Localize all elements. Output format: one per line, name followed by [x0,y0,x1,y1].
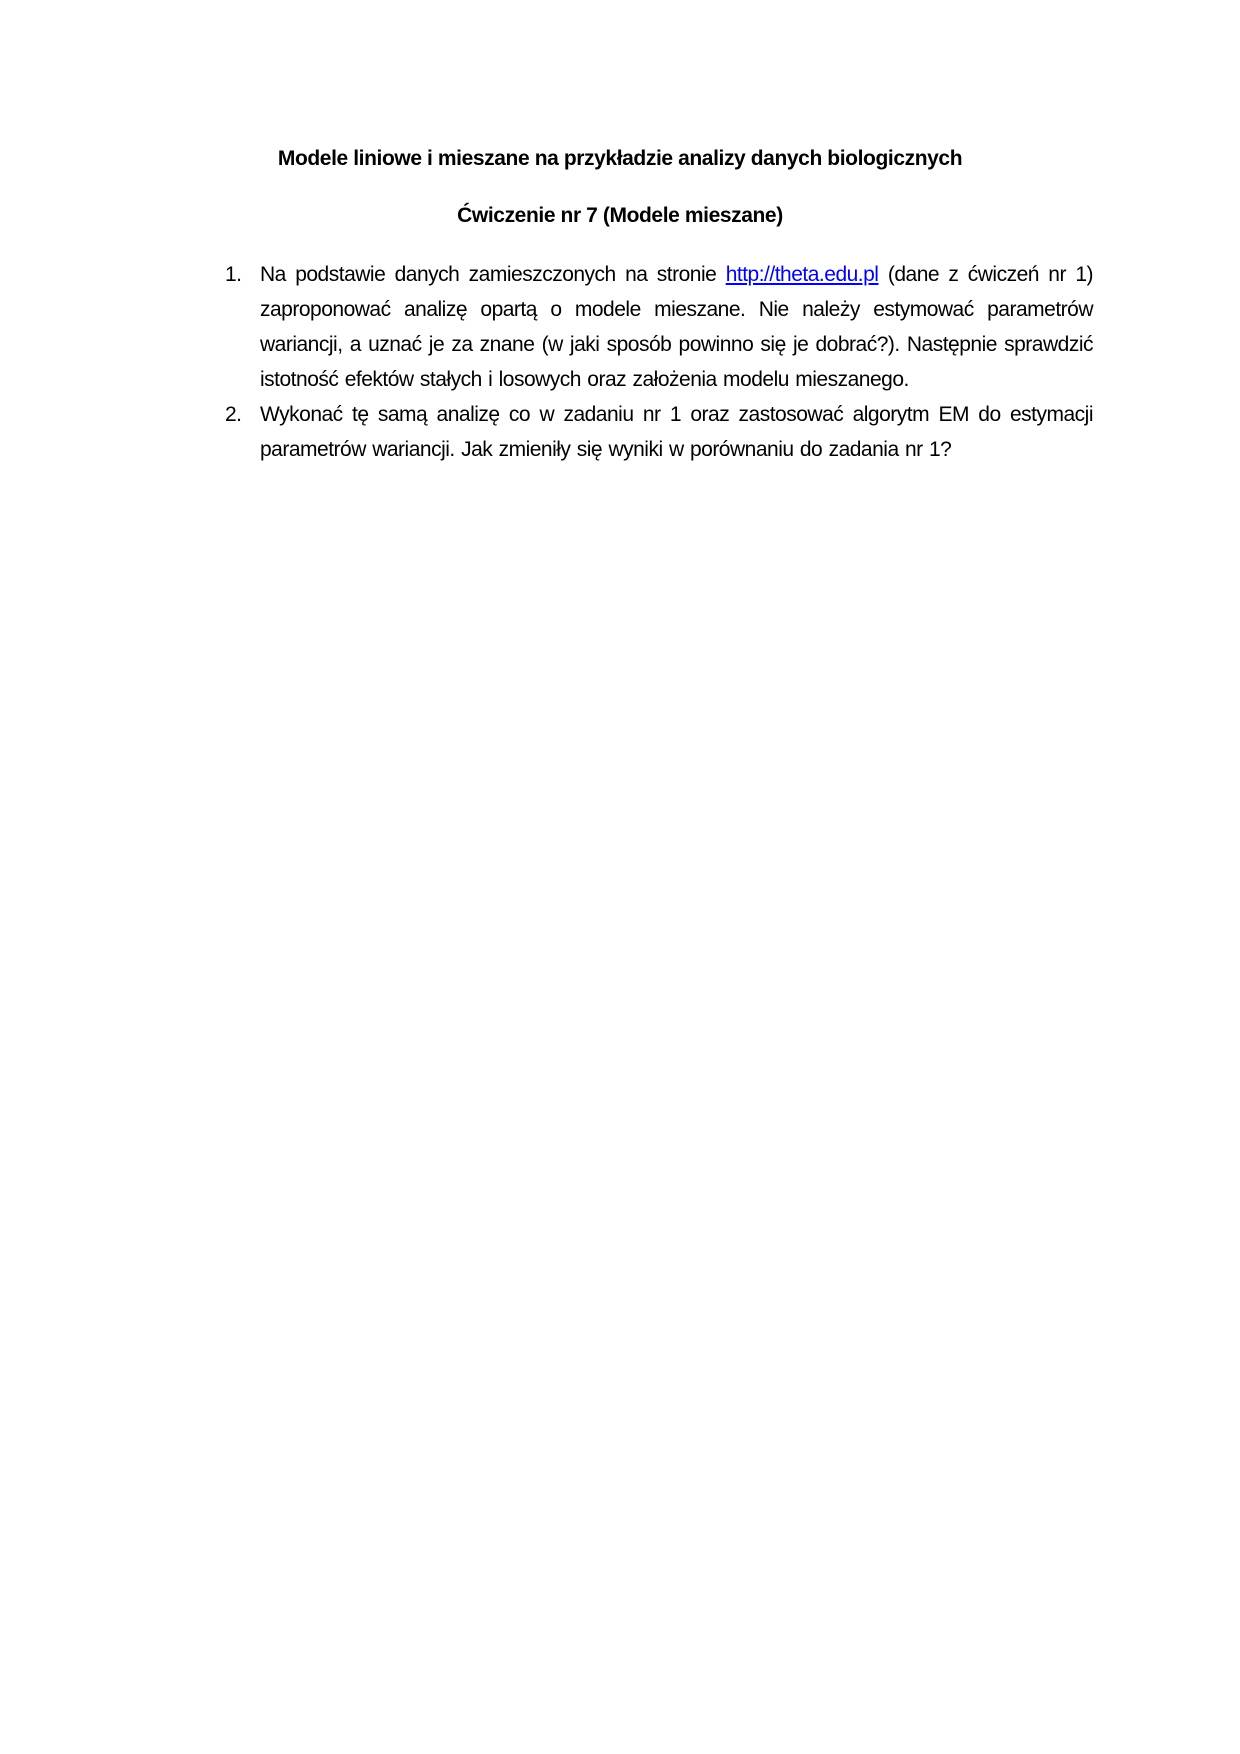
theta-link[interactable]: http://theta.edu.pl [725,263,879,286]
task-text: Wykonać tę samą analizę co w zadaniu nr 1 oraz zastosować algorytm EM do estymacji parametrów wariancji. Jak zmieniły się wyniki w porównaniu do zadania nr 1? [260,403,1093,461]
task-item-2 [225,397,1093,467]
task-number: 1. [225,263,242,286]
task-text: Na podstawie danych zamieszczonych na stronie [260,263,726,286]
document-title [0,147,1240,171]
task-text: (dane z ćwiczeń nr 1) zaproponować analizę opartą o modele mieszane. Nie należy estymować parametrów wariancji, a uznać je za znane (w jaki sposób powinno się je dobrać?). Następnie sprawdzić istotność efektów stałych i losowych oraz założenia modelu mieszanego. [260,263,1093,391]
task-item-1 [225,257,1093,397]
task-list [225,257,1093,467]
document-title-text: Modele liniowe i mieszane na przykładzie analizy danych biologicznych [277,147,963,170]
exercise-subtitle: Ćwiczenie nr 7 (Modele mieszane) [457,204,783,227]
task-number: 2. [225,403,242,426]
